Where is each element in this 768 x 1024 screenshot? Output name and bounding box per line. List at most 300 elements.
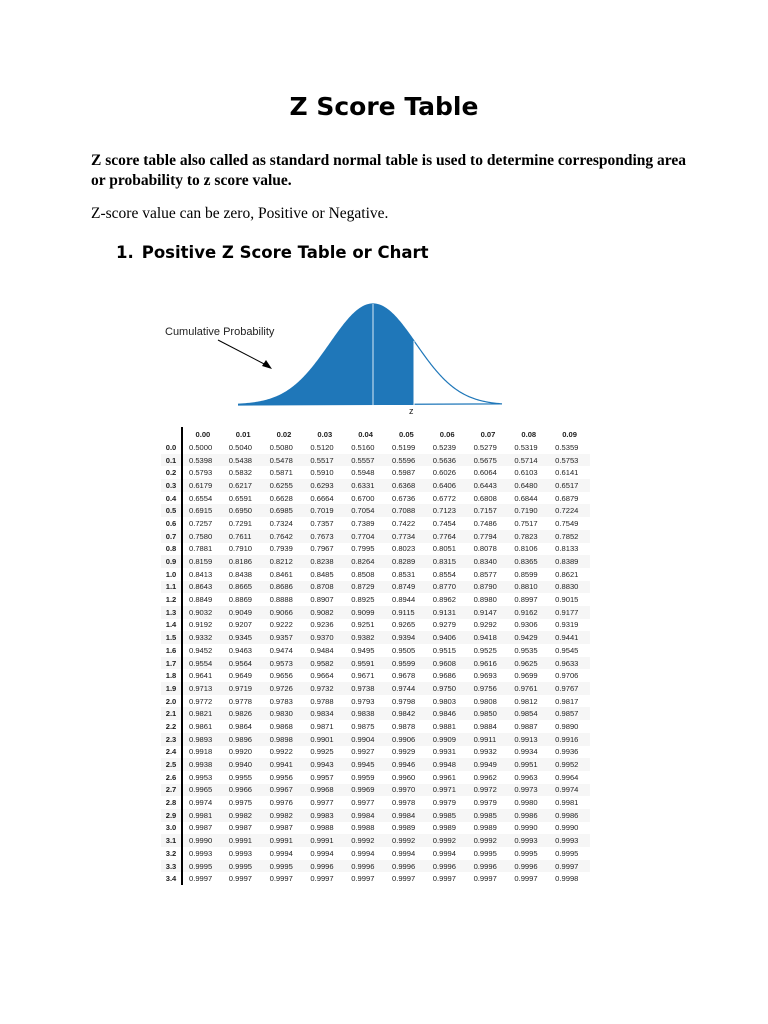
probability-cell: 0.8531	[391, 569, 416, 579]
probability-cell: 0.9357	[264, 631, 305, 644]
z-value-cell: 2.1	[161, 707, 182, 720]
probability-cell: 0.7995	[351, 544, 375, 554]
probability-cell: 0.9985	[468, 809, 509, 822]
probability-cell: 0.9996	[508, 860, 549, 873]
probability-cell: 0.5596	[386, 454, 427, 467]
table-row	[161, 822, 590, 835]
probability-cell: 0.9971	[427, 784, 468, 797]
probability-cell: 0.9976	[269, 798, 293, 808]
probability-cell: 0.9963	[514, 772, 538, 782]
probability-cell: 0.7611	[223, 530, 264, 543]
probability-cell: 0.9890	[555, 721, 579, 731]
table-row	[161, 479, 590, 492]
z-value-cell: 1.1	[161, 581, 182, 594]
probability-cell: 0.9997	[549, 860, 590, 873]
probability-cell: 0.5279	[473, 442, 497, 452]
z-value-cell: 1.4	[161, 619, 182, 632]
z-value-cell: 1.6	[161, 644, 182, 657]
probability-cell: 0.9973	[508, 784, 549, 797]
probability-cell: 0.9997	[432, 874, 457, 884]
probability-cell: 0.7852	[549, 530, 590, 543]
column-header: 0.08	[521, 429, 537, 439]
probability-cell: 0.9948	[427, 758, 468, 771]
probability-cell: 0.9977	[310, 798, 334, 808]
probability-cell: 0.9938	[182, 758, 223, 771]
probability-cell: 0.7939	[269, 544, 293, 554]
z-value-cell: 3.0	[161, 822, 182, 835]
table-row	[161, 454, 590, 467]
probability-cell: 0.5793	[189, 468, 213, 478]
probability-cell: 0.8438	[228, 569, 253, 579]
probability-cell: 0.8869	[228, 595, 253, 605]
probability-cell: 0.9993	[228, 848, 253, 858]
probability-cell: 0.9934	[514, 747, 538, 757]
probability-cell: 0.6628	[269, 493, 293, 503]
probability-cell: 0.9960	[391, 772, 416, 782]
table-row	[161, 720, 590, 733]
probability-cell: 0.9793	[351, 696, 375, 706]
probability-cell: 0.6772	[432, 493, 457, 503]
probability-cell: 0.8340	[468, 555, 509, 568]
table-row	[161, 466, 590, 479]
probability-cell: 0.9857	[549, 707, 590, 720]
probability-cell: 0.9382	[345, 631, 386, 644]
probability-cell: 0.7794	[468, 530, 509, 543]
probability-cell: 0.9991	[223, 834, 264, 847]
probability-cell: 0.9993	[508, 834, 549, 847]
probability-cell: 0.9978	[391, 798, 416, 808]
probability-cell: 0.9995	[555, 848, 579, 858]
probability-cell: 0.9693	[473, 671, 497, 681]
probability-cell: 0.9131	[427, 606, 468, 619]
probability-cell: 0.6480	[508, 479, 549, 492]
table-row	[161, 568, 590, 581]
probability-cell: 0.9345	[223, 631, 264, 644]
probability-cell: 0.7673	[304, 530, 345, 543]
table-row	[161, 669, 590, 682]
probability-cell: 0.9997	[514, 874, 538, 884]
probability-cell: 0.9906	[386, 733, 427, 746]
probability-cell: 0.9706	[555, 671, 579, 681]
probability-cell: 0.9875	[351, 721, 375, 731]
z-value-cell: 1.2	[161, 593, 182, 606]
probability-cell: 0.9992	[345, 834, 386, 847]
probability-cell: 0.6406	[427, 479, 468, 492]
probability-cell: 0.9994	[310, 848, 334, 858]
probability-cell: 0.9850	[468, 707, 509, 720]
probability-cell: 0.7324	[269, 518, 293, 528]
probability-cell: 0.9868	[269, 721, 293, 731]
probability-cell: 0.8790	[468, 581, 509, 594]
probability-cell: 0.9719	[223, 682, 264, 695]
z-value-cell: 2.2	[161, 720, 182, 733]
probability-cell: 0.8413	[189, 569, 213, 579]
probability-cell: 0.9932	[473, 747, 497, 757]
probability-cell: 0.9922	[269, 747, 293, 757]
probability-cell: 0.9066	[264, 606, 305, 619]
probability-cell: 0.7454	[432, 518, 457, 528]
probability-cell: 0.9992	[427, 834, 468, 847]
probability-cell: 0.6915	[182, 504, 223, 517]
probability-cell: 0.7190	[508, 504, 549, 517]
arrow-head	[262, 360, 272, 369]
probability-cell: 0.9916	[549, 733, 590, 746]
probability-cell: 0.9838	[345, 707, 386, 720]
probability-cell: 0.9995	[223, 860, 264, 873]
probability-cell: 0.9969	[345, 784, 386, 797]
probability-cell: 0.9830	[264, 707, 305, 720]
probability-cell: 0.9545	[555, 645, 579, 655]
probability-cell: 0.9989	[432, 823, 457, 833]
probability-cell: 0.8238	[304, 555, 345, 568]
probability-cell: 0.8770	[427, 581, 468, 594]
probability-cell: 0.8621	[555, 569, 579, 579]
probability-cell: 0.8159	[182, 555, 223, 568]
probability-cell: 0.8577	[473, 569, 497, 579]
probability-cell: 0.7823	[508, 530, 549, 543]
table-row	[161, 593, 590, 606]
probability-cell: 0.5557	[345, 454, 386, 467]
probability-cell: 0.9972	[468, 784, 509, 797]
probability-cell: 0.9452	[189, 645, 213, 655]
column-header: 0.04	[358, 429, 373, 439]
probability-cell: 0.9956	[269, 772, 293, 782]
probability-cell: 0.6517	[549, 479, 590, 492]
probability-cell: 0.9997	[228, 874, 253, 884]
probability-cell: 0.9599	[386, 657, 427, 670]
probability-cell: 0.9931	[432, 747, 457, 757]
probability-cell: 0.9484	[310, 645, 334, 655]
z-value-cell: 0.2	[161, 466, 182, 479]
probability-cell: 0.9678	[391, 671, 416, 681]
probability-cell: 0.8749	[386, 581, 427, 594]
probability-cell: 0.8686	[264, 581, 305, 594]
probability-cell: 0.9994	[432, 848, 457, 858]
probability-cell: 0.9817	[555, 696, 579, 706]
probability-cell: 0.5517	[304, 454, 345, 467]
probability-cell: 0.6700	[351, 493, 375, 503]
probability-cell: 0.9996	[304, 860, 345, 873]
probability-cell: 0.9945	[345, 758, 386, 771]
probability-cell: 0.6179	[182, 479, 223, 492]
probability-cell: 0.5636	[427, 454, 468, 467]
probability-cell: 0.9970	[386, 784, 427, 797]
probability-cell: 0.9990	[182, 834, 223, 847]
intro-paragraph: Z score table also called as standard normal table is used to determine corresponding area or probability to z score value.	[91, 152, 687, 189]
probability-cell: 0.9990	[514, 823, 538, 833]
probability-cell: 0.5000	[189, 442, 213, 452]
probability-cell: 0.9834	[304, 707, 345, 720]
probability-cell: 0.9997	[269, 874, 293, 884]
probability-cell: 0.5080	[269, 442, 293, 452]
z-score-table	[161, 427, 591, 885]
probability-cell: 0.9394	[386, 631, 427, 644]
probability-cell: 0.7967	[310, 544, 334, 554]
probability-cell: 0.5675	[468, 454, 509, 467]
probability-cell: 0.9406	[427, 631, 468, 644]
probability-cell: 0.9988	[351, 823, 375, 833]
probability-cell: 0.9608	[427, 657, 468, 670]
probability-cell: 0.9979	[432, 798, 457, 808]
probability-cell: 0.8729	[345, 581, 386, 594]
table-row	[161, 872, 590, 885]
probability-cell: 0.9767	[549, 682, 590, 695]
table-row	[161, 682, 590, 695]
table-row	[161, 504, 590, 517]
probability-cell: 0.9981	[555, 798, 579, 808]
z-value-cell: 0.5	[161, 504, 182, 517]
probability-cell: 0.7257	[189, 518, 213, 528]
probability-cell: 0.6736	[391, 493, 416, 503]
probability-cell: 0.7704	[345, 530, 386, 543]
probability-cell: 0.8315	[427, 555, 468, 568]
probability-cell: 0.9625	[508, 657, 549, 670]
probability-cell: 0.9898	[264, 733, 305, 746]
probability-cell: 0.8365	[508, 555, 549, 568]
probability-cell: 0.9893	[182, 733, 223, 746]
z-value-cell: 2.0	[161, 695, 182, 708]
probability-cell: 0.8830	[549, 581, 590, 594]
probability-cell: 0.9977	[351, 798, 375, 808]
probability-cell: 0.5438	[223, 454, 264, 467]
probability-cell: 0.9909	[427, 733, 468, 746]
probability-cell: 0.9959	[351, 772, 375, 782]
probability-cell: 0.9162	[508, 606, 549, 619]
probability-cell: 0.9788	[310, 696, 334, 706]
probability-cell: 0.8186	[223, 555, 264, 568]
probability-cell: 0.8810	[508, 581, 549, 594]
probability-cell: 0.8849	[189, 595, 213, 605]
probability-cell: 0.9997	[351, 874, 375, 884]
probability-cell: 0.5040	[228, 442, 253, 452]
probability-cell: 0.5948	[351, 468, 375, 478]
probability-cell: 0.9989	[391, 823, 416, 833]
probability-cell: 0.6591	[228, 493, 253, 503]
probability-cell: 0.9991	[264, 834, 305, 847]
probability-cell: 0.9554	[182, 657, 223, 670]
probability-cell: 0.9925	[310, 747, 334, 757]
probability-cell: 0.9994	[351, 848, 375, 858]
probability-cell: 0.8051	[432, 544, 457, 554]
probability-cell: 0.7910	[228, 544, 253, 554]
z-axis-label: z	[409, 406, 414, 416]
probability-cell: 0.9951	[508, 758, 549, 771]
probability-cell: 0.6985	[264, 504, 305, 517]
probability-cell: 0.9292	[473, 620, 497, 630]
probability-cell: 0.5199	[391, 442, 416, 452]
probability-cell: 0.9641	[189, 671, 213, 681]
probability-cell: 0.9997	[473, 874, 497, 884]
probability-cell: 0.9732	[304, 682, 345, 695]
probability-cell: 0.9998	[555, 874, 579, 884]
probability-cell: 0.8264	[345, 555, 386, 568]
probability-cell: 0.9616	[468, 657, 509, 670]
probability-cell: 0.9591	[345, 657, 386, 670]
probability-cell: 0.9207	[228, 620, 253, 630]
probability-cell: 0.9941	[264, 758, 305, 771]
probability-cell: 0.8461	[269, 569, 293, 579]
z-value-cell: 0.7	[161, 530, 182, 543]
probability-cell: 0.9996	[468, 860, 509, 873]
probability-cell: 0.9920	[228, 747, 253, 757]
probability-cell: 0.9319	[555, 620, 579, 630]
probability-cell: 0.9992	[386, 834, 427, 847]
probability-cell: 0.9778	[228, 696, 253, 706]
probability-cell: 0.9966	[223, 784, 264, 797]
probability-cell: 0.9974	[189, 798, 213, 808]
table-row	[161, 834, 590, 847]
probability-cell: 0.8962	[432, 595, 457, 605]
probability-cell: 0.9961	[432, 772, 457, 782]
probability-cell: 0.8599	[514, 569, 538, 579]
probability-cell: 0.9099	[345, 606, 386, 619]
probability-cell: 0.6554	[189, 493, 213, 503]
table-row	[161, 644, 590, 657]
z-value-cell: 0.6	[161, 517, 182, 530]
probability-cell: 0.9968	[304, 784, 345, 797]
z-value-cell: 1.5	[161, 631, 182, 644]
probability-cell: 0.8133	[555, 544, 579, 554]
probability-cell: 0.9995	[514, 848, 538, 858]
probability-cell: 0.9279	[432, 620, 457, 630]
probability-cell: 0.7881	[189, 544, 213, 554]
probability-cell: 0.9463	[228, 645, 253, 655]
probability-cell: 0.5832	[228, 468, 253, 478]
probability-cell: 0.8023	[391, 544, 416, 554]
probability-cell: 0.6443	[468, 479, 509, 492]
z-value-cell: 3.4	[161, 872, 182, 885]
table-row	[161, 631, 590, 644]
probability-cell: 0.9515	[432, 645, 457, 655]
probability-cell: 0.6103	[514, 468, 538, 478]
z-value-cell: 0.4	[161, 492, 182, 505]
z-value-cell: 1.9	[161, 682, 182, 695]
probability-cell: 0.6331	[345, 479, 386, 492]
probability-cell: 0.9265	[391, 620, 416, 630]
probability-cell: 0.8389	[549, 555, 590, 568]
probability-cell: 0.9861	[189, 721, 213, 731]
probability-cell: 0.9177	[549, 606, 590, 619]
table-row	[161, 809, 590, 822]
z-value-cell: 3.1	[161, 834, 182, 847]
probability-cell: 0.9962	[473, 772, 497, 782]
probability-cell: 0.9949	[468, 758, 509, 771]
probability-cell: 0.9974	[549, 784, 590, 797]
probability-cell: 0.9649	[228, 671, 253, 681]
probability-cell: 0.9881	[432, 721, 457, 731]
probability-cell: 0.9236	[310, 620, 334, 630]
probability-cell: 0.7486	[473, 518, 497, 528]
probability-cell: 0.8907	[310, 595, 334, 605]
probability-cell: 0.7291	[228, 518, 253, 528]
probability-cell: 0.9429	[508, 631, 549, 644]
probability-cell: 0.8708	[304, 581, 345, 594]
table-row	[161, 758, 590, 771]
probability-cell: 0.9699	[514, 671, 538, 681]
z-value-cell: 1.8	[161, 669, 182, 682]
probability-cell: 0.9936	[555, 747, 579, 757]
probability-cell: 0.9994	[391, 848, 416, 858]
probability-cell: 0.9957	[310, 772, 334, 782]
cumulative-area-fill	[238, 304, 414, 405]
probability-cell: 0.9821	[182, 707, 223, 720]
probability-cell: 0.9032	[182, 606, 223, 619]
probability-cell: 0.9987	[269, 823, 293, 833]
probability-cell: 0.6844	[514, 493, 538, 503]
column-header: 0.09	[562, 429, 577, 439]
probability-cell: 0.8106	[514, 544, 538, 554]
table-row	[161, 492, 590, 505]
probability-cell: 0.6879	[555, 493, 579, 503]
probability-cell: 0.9750	[427, 682, 468, 695]
table-row	[161, 657, 590, 670]
probability-cell: 0.9996	[427, 860, 468, 873]
probability-cell: 0.6255	[264, 479, 305, 492]
probability-cell: 0.9854	[508, 707, 549, 720]
probability-cell: 0.9573	[264, 657, 305, 670]
probability-cell: 0.9192	[189, 620, 213, 630]
z-value-cell: 2.6	[161, 771, 182, 784]
z-value-cell: 2.4	[161, 746, 182, 759]
probability-cell: 0.9251	[351, 620, 375, 630]
probability-cell: 0.9981	[182, 809, 223, 822]
z-value-cell: 2.8	[161, 796, 182, 809]
probability-cell: 0.8643	[182, 581, 223, 594]
probability-cell: 0.7734	[386, 530, 427, 543]
column-header: 0.01	[235, 429, 251, 439]
normal-curve-svg	[150, 290, 600, 420]
probability-cell: 0.9997	[310, 874, 334, 884]
probability-cell: 0.9664	[310, 671, 334, 681]
probability-cell: 0.9940	[223, 758, 264, 771]
probability-cell: 0.7019	[304, 504, 345, 517]
probability-cell: 0.9986	[549, 809, 590, 822]
probability-cell: 0.5871	[269, 468, 293, 478]
table-row	[161, 847, 590, 860]
probability-cell: 0.9946	[386, 758, 427, 771]
probability-cell: 0.9332	[182, 631, 223, 644]
probability-cell: 0.9965	[182, 784, 223, 797]
table-row	[161, 530, 590, 543]
probability-cell: 0.5359	[555, 442, 579, 452]
probability-cell: 0.9995	[473, 848, 497, 858]
z-value-cell: 1.7	[161, 657, 182, 670]
probability-cell: 0.8665	[223, 581, 264, 594]
probability-cell: 0.9582	[304, 657, 345, 670]
section-number: 1.	[116, 243, 134, 262]
probability-cell: 0.5398	[182, 454, 223, 467]
z-value-cell: 3.2	[161, 847, 182, 860]
probability-cell: 0.9975	[228, 798, 253, 808]
probability-cell: 0.7123	[427, 504, 468, 517]
probability-cell: 0.7764	[427, 530, 468, 543]
probability-cell: 0.5478	[264, 454, 305, 467]
table-row	[161, 441, 590, 454]
probability-cell: 0.9955	[228, 772, 253, 782]
probability-cell: 0.9726	[264, 682, 305, 695]
column-header: 0.03	[317, 429, 333, 439]
probability-cell: 0.9992	[468, 834, 509, 847]
page-title: Z Score Table	[289, 92, 479, 121]
probability-cell: 0.7157	[468, 504, 509, 517]
probability-cell: 0.9564	[223, 657, 264, 670]
column-header: 0.00	[195, 429, 211, 439]
probability-cell: 0.8078	[473, 544, 497, 554]
probability-cell: 0.8980	[473, 595, 497, 605]
note-paragraph: Z-score value can be zero, Positive or Negative.	[91, 205, 389, 222]
probability-cell: 0.9982	[223, 809, 264, 822]
probability-cell: 0.9772	[189, 696, 213, 706]
